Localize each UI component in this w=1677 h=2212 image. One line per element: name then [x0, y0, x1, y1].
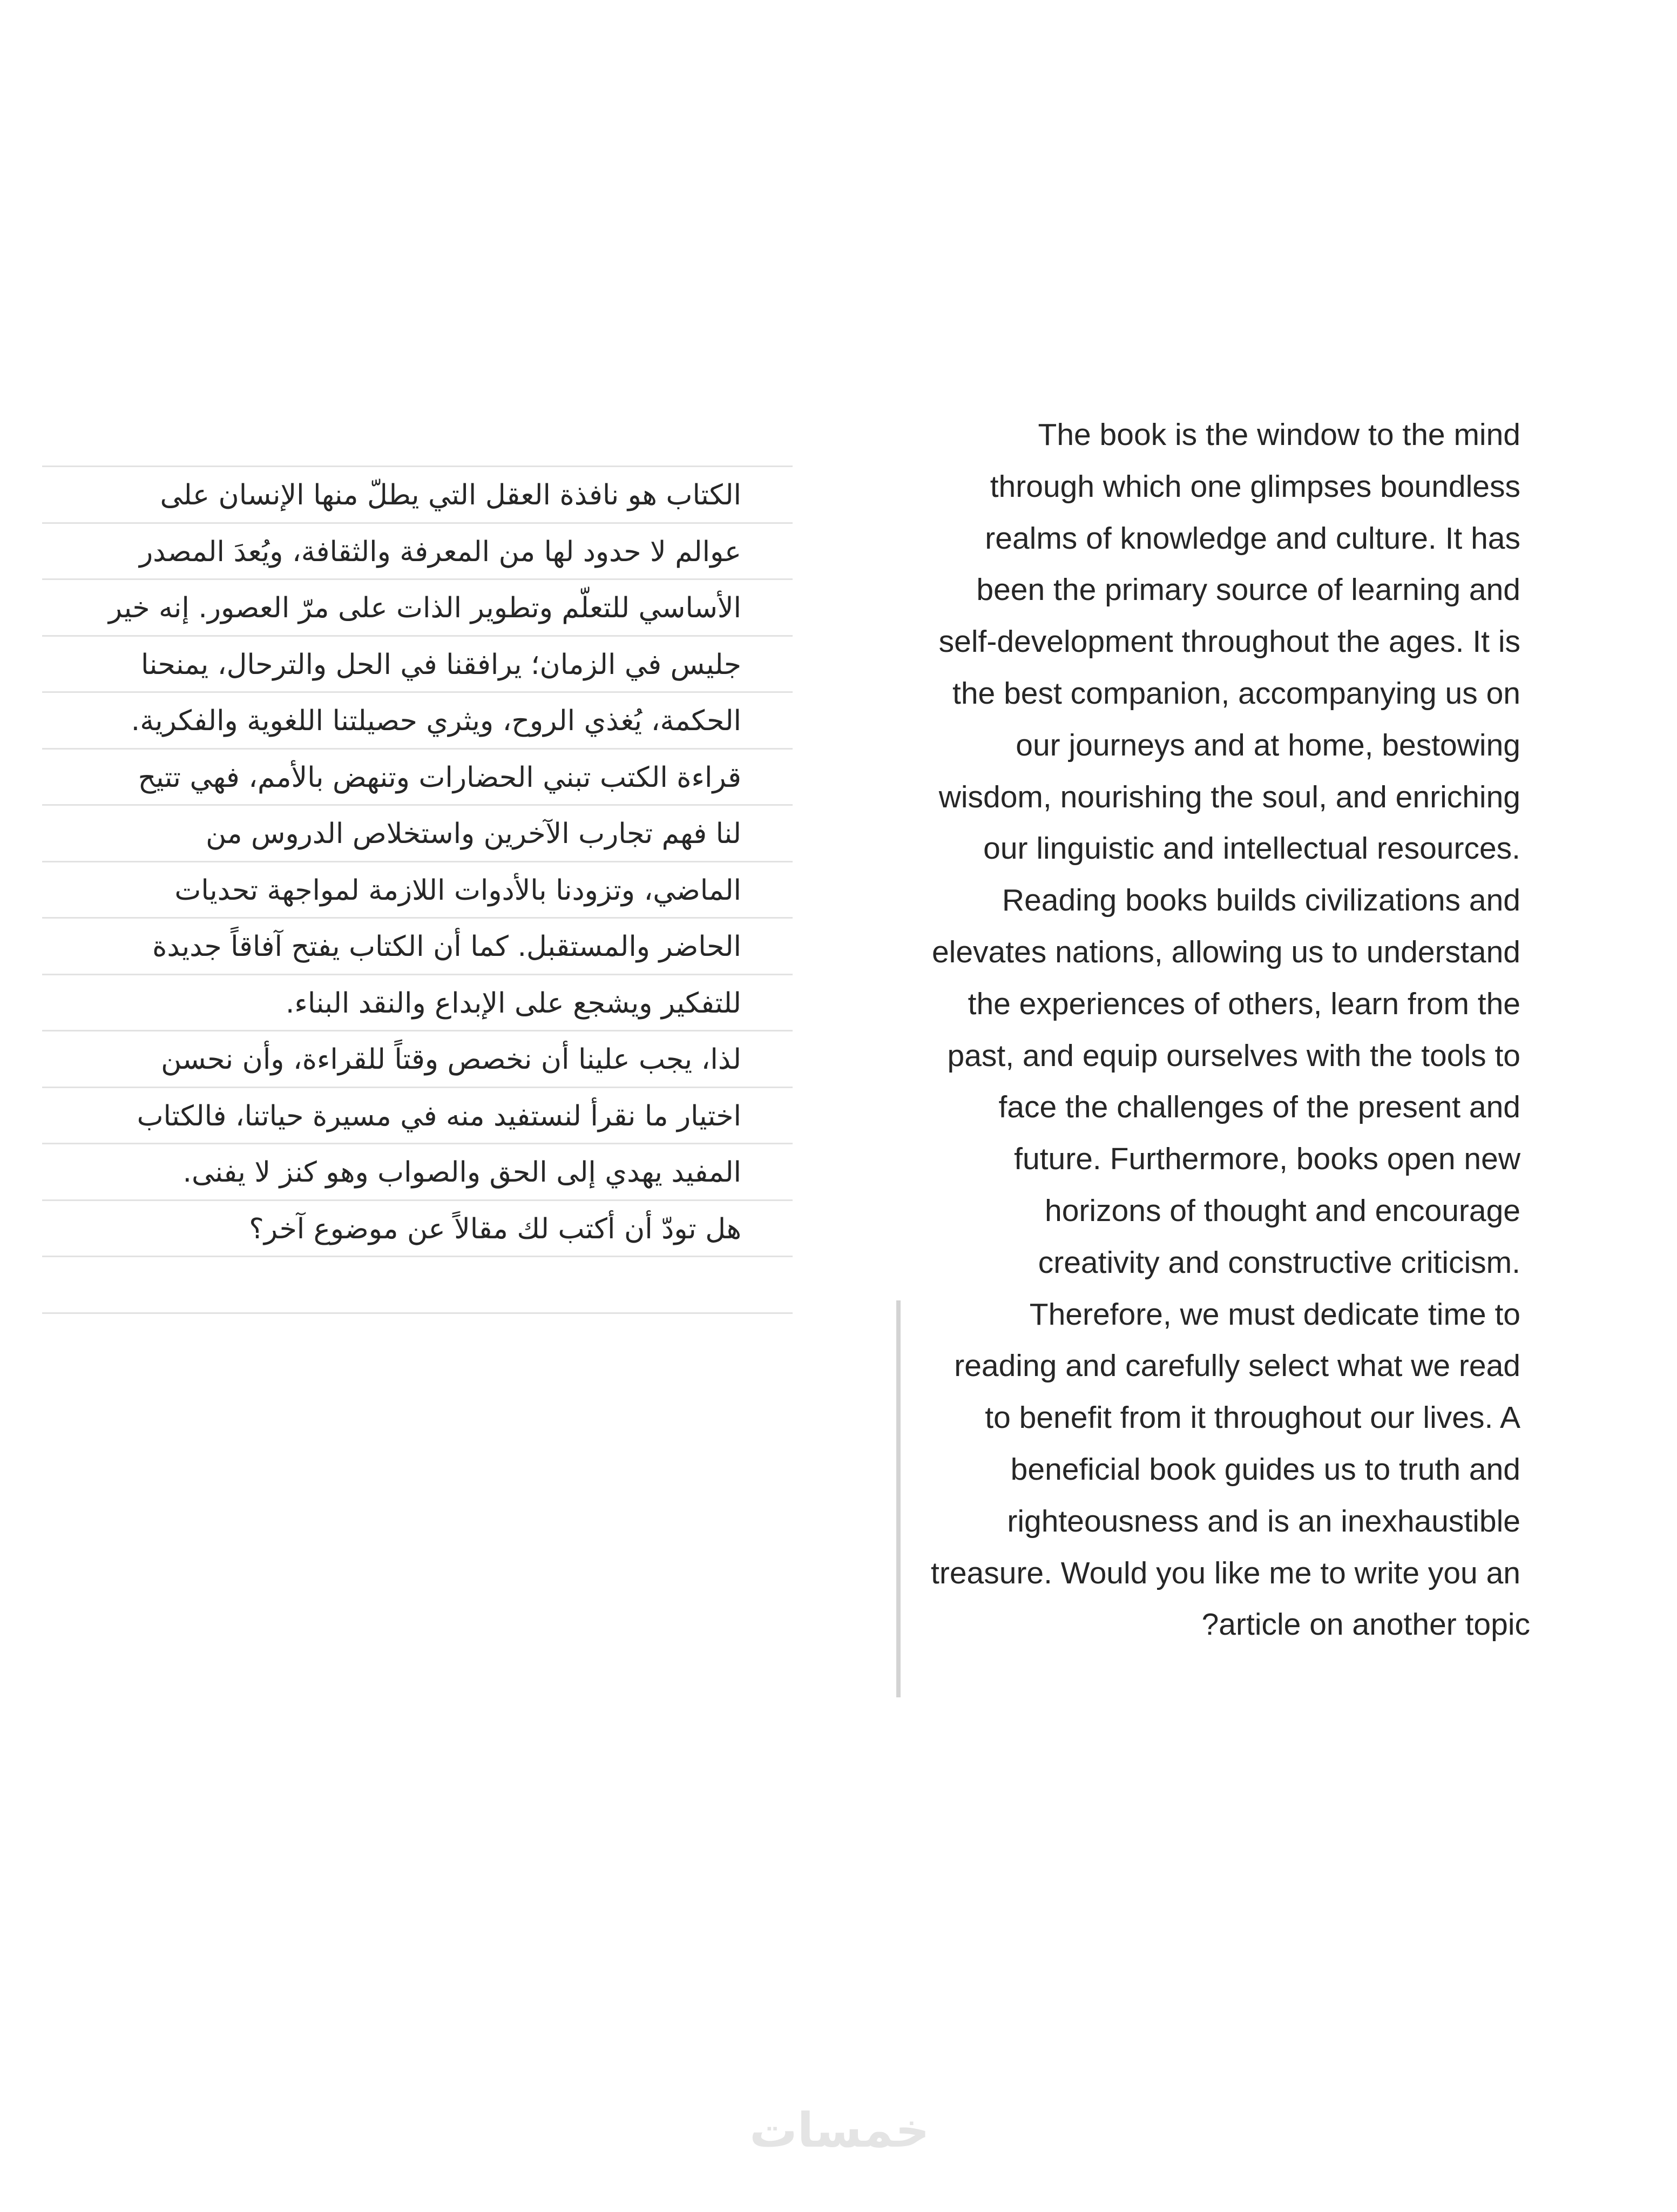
watermark-text: خمسات [749, 2103, 930, 2158]
arabic-line-text: لنا فهم تجارب الآخرين واستخلاص الدروس من [206, 818, 741, 850]
english-line: self-development throughout the ages. It is [938, 624, 1520, 659]
arabic-line [42, 1199, 793, 1256]
arabic-line-text: الحكمة، يُغذي الروح، ويثري حصيلتنا اللغوية والفكرية. [131, 705, 741, 737]
arabic-line [42, 974, 793, 1030]
arabic-line [42, 861, 793, 918]
arabic-line-text: المفيد يهدي إلى الحق والصواب وهو كنز لا يفنى. [182, 1156, 741, 1189]
english-text-panel [883, 409, 1530, 1651]
english-line: through which one glimpses boundless [990, 469, 1520, 504]
english-line: our journeys and at home, bestowing [1016, 727, 1520, 763]
english-line: to benefit from it throughout our lives. A [985, 1400, 1520, 1435]
arabic-line [42, 917, 793, 974]
english-line: reading and carefully select what we read [954, 1348, 1520, 1384]
arabic-line-text: الماضي، وتزودنا بالأدوات اللازمة لمواجهة تحديات [174, 874, 741, 907]
english-line: ?article on another topic [1201, 1607, 1530, 1642]
english-line: past, and equip ourselves with the tools to [947, 1038, 1520, 1073]
arabic-line-text: الحاضر والمستقبل. كما أن الكتاب يفتح آفاقاً جديدة [152, 930, 741, 963]
english-line: face the challenges of the present and [998, 1090, 1520, 1125]
english-line: creativity and constructive criticism. [1038, 1245, 1520, 1280]
arabic-line-text: جليس في الزمان؛ يرافقنا في الحل والترحال، يمنحنا [140, 648, 741, 681]
arabic-line-text: هل تودّ أن أكتب لك مقالاً عن موضوع آخر؟ [249, 1212, 741, 1245]
english-line: righteousness and is an inexhaustible [1007, 1503, 1520, 1539]
english-line: treasure. Would you like me to write you an [931, 1555, 1520, 1590]
arabic-line [42, 748, 793, 805]
arabic-line-text: الأساسي للتعلّم وتطوير الذات على مرّ العصور. إنه خير [108, 592, 741, 624]
arabic-line-text: للتفكير ويشجع على الإبداع والنقد البناء. [285, 987, 741, 1020]
english-line: the best companion, accompanying us on [952, 676, 1520, 711]
arabic-line-text: قراءة الكتب تبني الحضارات وتنهض بالأمم، فهي تتيح [138, 761, 741, 794]
arabic-text-panel [42, 466, 793, 1314]
arabic-line [42, 804, 793, 861]
english-line: our linguistic and intellectual resources. [983, 831, 1520, 866]
english-line: The book is the window to the mind [1038, 417, 1520, 452]
english-line: Reading books builds civilizations and [1002, 883, 1520, 918]
arabic-line [42, 578, 793, 635]
arabic-line-text: عوالم لا حدود لها من المعرفة والثقافة، ويُعدَ المصدر [139, 535, 741, 568]
arabic-line-end [42, 1312, 793, 1314]
arabic-line-text: الكتاب هو نافذة العقل التي يطلّ منها الإنسان على [160, 479, 741, 511]
arabic-line [42, 1256, 793, 1312]
english-line: beneficial book guides us to truth and [1010, 1452, 1520, 1487]
arabic-line [42, 522, 793, 579]
english-line: future. Furthermore, books open new [1014, 1142, 1520, 1177]
english-line: elevates nations, allowing us to understand [931, 934, 1520, 969]
arabic-line [42, 1030, 793, 1087]
english-line: wisdom, nourishing the soul, and enriching [938, 779, 1520, 814]
arabic-line [42, 635, 793, 692]
arabic-line [42, 1087, 793, 1143]
arabic-line [42, 1143, 793, 1199]
arabic-line [42, 466, 793, 522]
english-line: been the primary source of learning and [976, 572, 1520, 608]
vertical-divider [896, 1300, 901, 1697]
arabic-line [42, 691, 793, 748]
watermark-logo [737, 2103, 942, 2163]
arabic-line-text: لذا، يجب علينا أن نخصص وقتاً للقراءة، وأن نحسن [161, 1043, 741, 1076]
english-line: horizons of thought and encourage [1045, 1193, 1520, 1228]
arabic-line-text: اختيار ما نقرأ لنستفيد منه في مسيرة حياتنا، فالكتاب [137, 1100, 741, 1132]
english-line: Therefore, we must dedicate time to [1029, 1297, 1520, 1332]
english-line: the experiences of others, learn from the [968, 986, 1520, 1021]
english-line: realms of knowledge and culture. It has [985, 521, 1520, 556]
